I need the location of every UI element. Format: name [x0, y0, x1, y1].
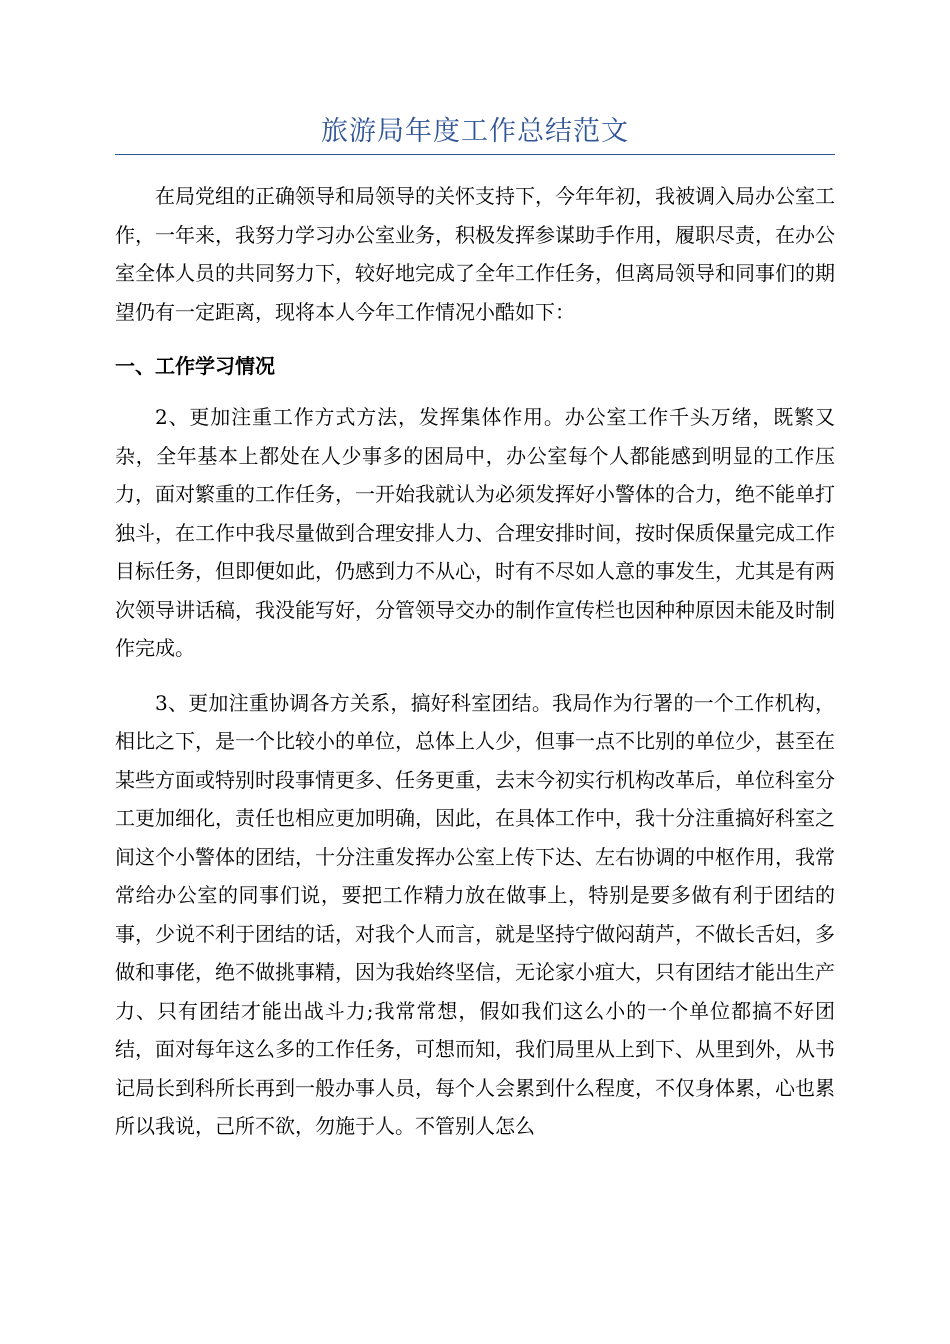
- intro-paragraph: 在局党组的正确领导和局领导的关怀支持下，今年年初，我被调入局办公室工作，一年来，我努力学习办公室业务，积极发挥参谋助手作用，履职尽责，在办公室全体人员的共同努力下，较好地完成了全年工作任务，但离局领导和同事们的期望仍有一定距离，现将本人今年工作情况小酷如下：: [115, 184, 835, 324]
- item-2-paragraph: 2、更加注重工作方式方法，发挥集体作用。办公室工作千头万绪，既繁又杂，全年基本上都处在人少事多的困局中，办公室每个人都能感到明显的工作压力，面对繁重的工作任务，一开始我就认为必须发挥好小警体的合力，绝不能单打独斗，在工作中我尽量做到合理安排人力、合理安排时间，按时保质保量完成工作目标任务，但即便如此，仍感到力不从心，时有不尽如人意的事发生，尤其是有两次领导讲话稿，我没能写好，分管领导交办的制作宣传栏也因种种原因未能及时制作完成。: [115, 405, 835, 660]
- title-underline: [115, 154, 835, 155]
- document-body: [115, 177, 835, 1146]
- item-3-paragraph: 3、更加注重协调各方关系，搞好科室团结。我局作为行署的一个工作机构，相比之下，是一个比较小的单位，总体上人少，但事一点不比别的单位少，甚至在某些方面或特别时段事情更多、任务更重，去末今初实行机构改革后，单位科室分工更加细化，责任也相应更加明确，因此，在具体工作中，我十分注重搞好科室之间这个小警体的团结，十分注重发挥办公室上传下达、左右协调的中枢作用，我常常给办公室的同事们说，要把工作精力放在做事上，特别是要多做有利于团结的事，少说不利于团结的话，对我个人而言，就是坚持宁做闷葫芦，不做长舌妇，多做和事佬，绝不做挑事精，因为我始终坚信，无论家小疽大，只有团结才能出生产力、只有团结才能出战斗力;我常常想，假如我们这么小的一个单位都搞不好团结，面对每年这么多的工作任务，可想而知，我们局里从上到下、从里到外，从书记局长到科所长再到一般办事人员，每个人会累到什么程度，不仅身体累，心也累所以我说，己所不欲，勿施于人。不管别人怎么: [115, 690, 835, 1138]
- document-title: 旅游局年度工作总结范文: [321, 116, 629, 147]
- section-heading: 一、工作学习情况: [115, 354, 275, 378]
